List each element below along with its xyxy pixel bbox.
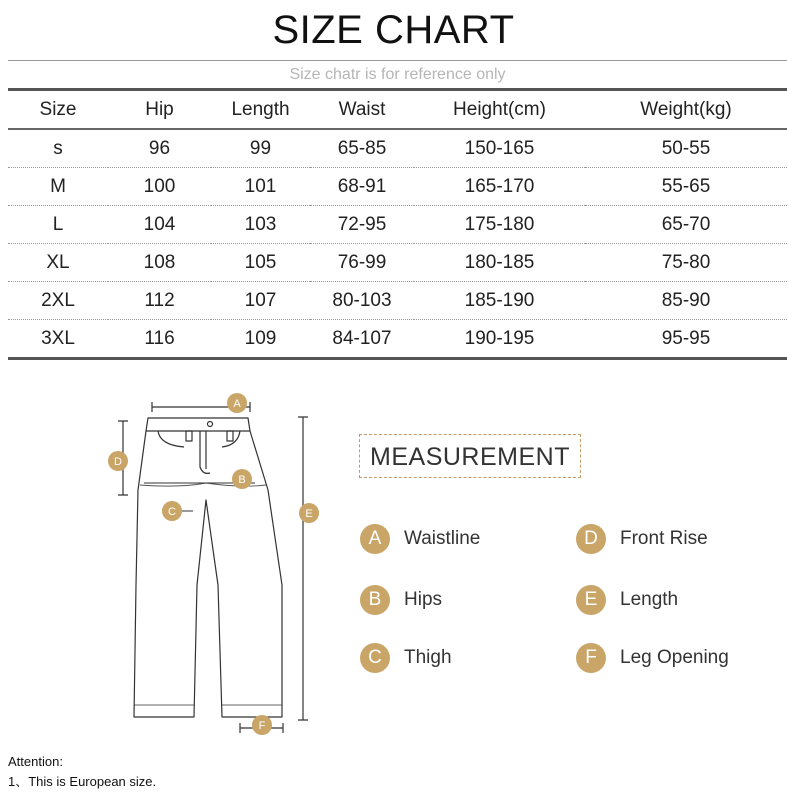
badge-c-icon: C xyxy=(360,643,390,673)
header-weight: Weight(kg) xyxy=(585,90,787,130)
header-hip: Hip xyxy=(108,90,211,130)
badge-d xyxy=(108,451,128,471)
measurement-heading: MEASUREMENT xyxy=(359,434,581,478)
cell-waist: 80-103 xyxy=(310,282,414,320)
cell-waist: 68-91 xyxy=(310,168,414,206)
cell-height: 175-180 xyxy=(414,206,585,244)
cell-waist: 72-95 xyxy=(310,206,414,244)
legend-label: Hips xyxy=(404,589,443,610)
legend-thigh xyxy=(360,643,452,673)
legend-waistline xyxy=(360,524,480,554)
table-row xyxy=(8,129,787,168)
badge-e xyxy=(299,503,319,523)
cell-weight: 65-70 xyxy=(585,206,787,244)
table-row xyxy=(8,282,787,320)
badge-a xyxy=(227,393,247,413)
badge-d-icon: D xyxy=(576,524,606,554)
table-row xyxy=(8,244,787,282)
legend-hips xyxy=(360,585,442,615)
cell-hip: 100 xyxy=(108,168,211,206)
legend-label: Front Rise xyxy=(620,528,708,549)
cell-weight: 95-95 xyxy=(661,327,711,349)
table-row xyxy=(8,320,787,359)
cell-hip: 104 xyxy=(108,206,211,244)
page-title: SIZE CHART xyxy=(272,8,515,52)
legend-front-rise xyxy=(576,524,708,554)
cell-height: 185-190 xyxy=(414,282,585,320)
svg-text:E: E xyxy=(305,508,313,520)
cell-height: 165-170 xyxy=(414,168,585,206)
cell-height: 150-165 xyxy=(414,129,585,168)
cell-height: 180-185 xyxy=(414,244,585,282)
cell-size: s xyxy=(8,129,108,168)
cell-size: XL xyxy=(8,244,108,282)
cell-weight: 85-90 xyxy=(585,282,787,320)
svg-text:F: F xyxy=(258,720,266,732)
cell-size: M xyxy=(8,168,108,206)
legend-length xyxy=(576,585,678,615)
cell-hip: 108 xyxy=(108,244,211,282)
svg-text:A: A xyxy=(233,398,241,410)
legend-label: Waistline xyxy=(404,528,481,549)
cell-waist: 65-85 xyxy=(310,129,414,168)
cell-length: 103 xyxy=(211,206,310,244)
cell-weight: 75-80 xyxy=(585,244,787,282)
badge-f-icon: F xyxy=(576,643,606,673)
cell-weight: 55-65 xyxy=(585,168,787,206)
table-header-row xyxy=(8,90,787,130)
cell-hip: 112 xyxy=(108,282,211,320)
legend-label: Leg Opening xyxy=(620,647,729,668)
legend-leg-opening xyxy=(576,643,729,673)
attention-note: 1、This is European size. xyxy=(8,774,157,789)
cell-size: 2XL xyxy=(8,282,108,320)
badge-b xyxy=(232,469,252,489)
badge-a-icon: A xyxy=(360,524,390,554)
length-measure-line xyxy=(298,417,308,720)
badge-b-icon: B xyxy=(360,585,390,615)
badge-f xyxy=(252,715,272,735)
cell-size: L xyxy=(8,206,108,244)
svg-text:B: B xyxy=(238,474,246,486)
cell-hip: 96 xyxy=(108,129,211,168)
header-size: Size xyxy=(8,90,108,130)
pants-fly xyxy=(200,431,210,473)
badge-e-icon: E xyxy=(576,585,606,615)
legend-label: Length xyxy=(620,589,679,610)
header-waist: Waist xyxy=(310,90,414,130)
cell-length: 99 xyxy=(211,129,310,168)
attention-heading: Attention: xyxy=(8,754,63,769)
size-table xyxy=(8,88,787,360)
pants-waistband xyxy=(146,418,250,431)
cell-length: 107 xyxy=(211,282,310,320)
header-length: Length xyxy=(211,90,310,130)
pants-right-pocket xyxy=(222,431,240,447)
cell-length: 105 xyxy=(211,244,310,282)
svg-text:D: D xyxy=(114,456,122,468)
pants-diagram xyxy=(100,385,325,740)
cell-height: 190-195 xyxy=(464,327,535,349)
cell-waist: 76-99 xyxy=(310,244,414,282)
attention-notes xyxy=(8,752,156,792)
pants-left-pocket xyxy=(158,431,184,447)
badge-c xyxy=(162,501,182,521)
table-row xyxy=(8,206,787,244)
cell-waist: 84-107 xyxy=(332,327,392,349)
cell-weight: 50-55 xyxy=(585,129,787,168)
legend-label: Thigh xyxy=(404,647,452,668)
reference-note: Size chatr is for reference only xyxy=(8,60,787,88)
cell-length: 101 xyxy=(211,168,310,206)
cell-hip: 116 xyxy=(144,327,175,349)
table-row xyxy=(8,168,787,206)
cell-length: 109 xyxy=(244,327,277,349)
svg-text:C: C xyxy=(168,506,176,518)
cell-size: 3XL xyxy=(41,327,75,349)
header-height: Height(cm) xyxy=(414,90,585,130)
